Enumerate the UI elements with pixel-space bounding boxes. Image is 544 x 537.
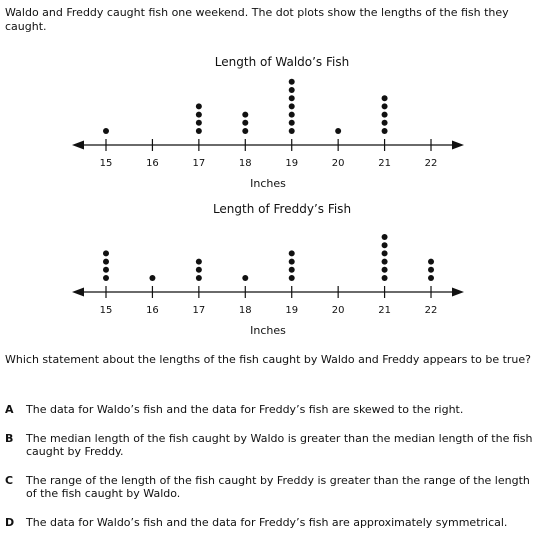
data-dot — [196, 128, 202, 134]
data-dot — [289, 79, 295, 85]
tick-label: 21 — [378, 158, 391, 169]
tick-label: 17 — [192, 158, 206, 169]
data-dot — [196, 120, 202, 126]
data-dot — [289, 95, 295, 101]
data-dot — [382, 128, 388, 134]
data-dot — [289, 128, 295, 134]
freddy-dot-plot — [0, 195, 544, 340]
right-arrow-icon — [452, 288, 464, 297]
choice-b-text: The median length of the fish caught by Waldo is greater than the median length of the fish caught by Freddy. — [26, 432, 533, 458]
data-dot — [382, 120, 388, 126]
data-dot — [103, 259, 109, 265]
data-dot — [103, 128, 109, 134]
tick-label: 20 — [331, 158, 345, 169]
tick-label: 17 — [192, 305, 206, 316]
data-dot — [196, 275, 202, 281]
intro-text: Waldo and Freddy caught fish one weekend. The dot plots show the lengths of the fish they caught. — [5, 6, 509, 33]
data-dot — [196, 259, 202, 265]
tick-label: 16 — [146, 305, 159, 316]
tick-label: 18 — [238, 305, 252, 316]
right-arrow-icon — [452, 141, 464, 150]
choice-c[interactable] — [5, 474, 541, 500]
data-dot — [289, 259, 295, 265]
tick-label: 20 — [331, 305, 345, 316]
data-dot — [428, 267, 434, 273]
tick-label: 18 — [238, 158, 252, 169]
data-dot — [289, 112, 295, 118]
data-dot — [382, 259, 388, 265]
data-dot — [382, 103, 388, 109]
axis-label: Inches — [250, 177, 286, 190]
question-text: Which statement about the lengths of the fish caught by Waldo and Freddy appears to be true? — [5, 353, 531, 366]
tick-label: 16 — [146, 158, 159, 169]
axis-label: Inches — [250, 324, 286, 337]
data-dot — [289, 87, 295, 93]
tick-label: 22 — [424, 305, 438, 316]
tick-label: 15 — [99, 158, 113, 169]
tick-label: 21 — [378, 305, 391, 316]
tick-label: 15 — [99, 305, 113, 316]
data-dot — [149, 275, 155, 281]
choice-a[interactable] — [5, 403, 541, 416]
data-dot — [289, 267, 295, 273]
tick-label: 22 — [424, 158, 438, 169]
data-dot — [382, 250, 388, 256]
data-dot — [428, 275, 434, 281]
data-dot — [382, 234, 388, 240]
data-dot — [382, 267, 388, 273]
data-dot — [196, 267, 202, 273]
waldo-dot-plot — [0, 48, 544, 193]
data-dot — [289, 120, 295, 126]
data-dot — [242, 275, 248, 281]
left-arrow-icon — [72, 141, 84, 150]
tick-label: 19 — [285, 305, 299, 316]
data-dot — [103, 275, 109, 281]
choice-b[interactable] — [5, 432, 541, 458]
choice-d-text: The data for Waldo’s fish and the data for Freddy’s fish are approximately symmetrical. — [26, 516, 508, 529]
data-dot — [103, 267, 109, 273]
data-dot — [242, 128, 248, 134]
choice-a-text: The data for Waldo’s fish and the data for Freddy’s fish are skewed to the right. — [26, 403, 464, 416]
choice-d[interactable] — [5, 516, 541, 529]
data-dot — [382, 242, 388, 248]
left-arrow-icon — [72, 288, 84, 297]
data-dot — [428, 259, 434, 265]
data-dot — [289, 250, 295, 256]
data-dot — [335, 128, 341, 134]
plot-title: Length of Freddy’s Fish — [212, 202, 352, 216]
data-dot — [196, 103, 202, 109]
data-dot — [196, 112, 202, 118]
data-dot — [289, 103, 295, 109]
data-dot — [382, 112, 388, 118]
choice-a-letter: A — [5, 403, 14, 416]
choice-b-letter: B — [5, 432, 14, 445]
choice-c-text: The range of the length of the fish caught by Freddy is greater than the range of the length of the fish caught by Waldo. — [26, 474, 530, 500]
data-dot — [103, 250, 109, 256]
data-dot — [382, 95, 388, 101]
data-dot — [242, 112, 248, 118]
data-dot — [382, 275, 388, 281]
data-dot — [242, 120, 248, 126]
plot-title: Length of Waldo’s Fish — [214, 55, 350, 69]
choice-d-letter: D — [5, 516, 15, 529]
choice-c-letter: C — [5, 474, 14, 487]
tick-label: 19 — [285, 158, 299, 169]
data-dot — [289, 275, 295, 281]
